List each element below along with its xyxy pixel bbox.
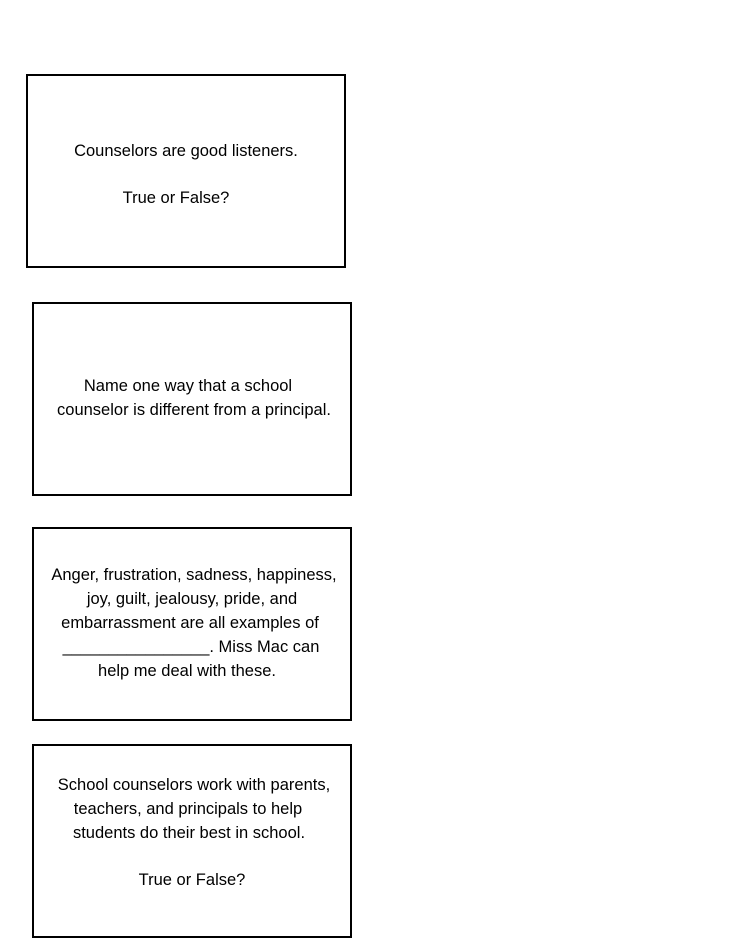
card-2-text-line: Name one way that a school — [83, 377, 293, 395]
card-1-text-line: Counselors are good listeners. — [74, 142, 298, 160]
card-3-text-line: Anger, frustration, sadness, happiness, — [51, 566, 337, 584]
card-3-text-line: embarrassment are all examples of — [61, 614, 319, 632]
question-card-2 — [32, 302, 352, 496]
card-3-blank-line: ________________. Miss Mac can — [62, 638, 320, 656]
card-3-text-line: joy, guilt, jealousy, pride, and — [86, 590, 298, 608]
card-4-text-line: School counselors work with parents, — [57, 776, 331, 794]
card-4-true-false-prompt: True or False? — [138, 871, 246, 889]
card-3-text-line: help me deal with these. — [98, 662, 276, 680]
question-card-4 — [32, 744, 352, 938]
question-card-3 — [32, 527, 352, 721]
card-2-text-line: counselor is different from a principal. — [57, 401, 331, 419]
card-4-text-line: students do their best in school. — [72, 824, 306, 842]
question-card-1 — [26, 74, 346, 268]
card-1-true-false-prompt: True or False? — [122, 189, 230, 207]
card-4-text-line: teachers, and principals to help — [73, 800, 303, 818]
